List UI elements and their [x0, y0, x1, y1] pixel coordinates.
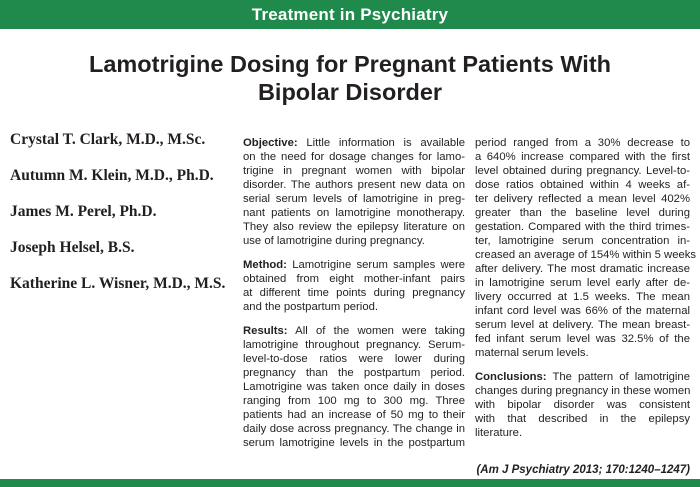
title-line: Bipolar Disorder: [257, 79, 443, 105]
results-heading: Results:: [243, 325, 288, 337]
abstract-line: [243, 324, 465, 338]
results-paragraph: [243, 324, 465, 450]
title-line: Lamotrigine Dosing for Pregnant Patients With: [88, 51, 612, 77]
section-label: Treatment in Psychiatry: [251, 4, 449, 24]
footer-rule: [0, 479, 700, 487]
author-name: Crystal T. Clark, M.D., M.Sc.: [10, 131, 206, 148]
abstract-line: lamotrigine throughout pregnancy. Serum-: [243, 339, 465, 351]
abstract-line: use of lamotrigine during pregnancy.: [243, 235, 425, 247]
abstract-line: daily dose across pregnancy. The change in: [243, 423, 465, 435]
abstract-line: ter delivery reflected a mean level 402%: [475, 193, 690, 205]
abstract-line: greater than the baseline level during: [475, 207, 690, 219]
article-title: [40, 50, 660, 106]
abstract-text: All of the women were taking: [287, 325, 465, 337]
abstract-line: after delivery. The most dramatic increase: [475, 263, 690, 275]
abstract-line: ranging from 100 mg to 300 mg. Three: [243, 395, 465, 407]
author-name: Joseph Helsel, B.S.: [10, 239, 135, 256]
journal-citation: (Am J Psychiatry 2013; 170:1240–1247): [476, 464, 690, 476]
objective-heading: Objective:: [243, 137, 298, 149]
abstract-line: [243, 258, 465, 272]
abstract-text: Lamotrigine serum samples were: [286, 259, 465, 271]
method-heading: Method:: [243, 259, 287, 271]
abstract-line: Lamotrigine was taken once daily in doses: [243, 381, 465, 393]
abstract-line: [475, 370, 690, 384]
abstract-line: creased an average of 154% within 5 weeks: [475, 249, 697, 261]
abstract-line: dose ratios obtained within 4 weeks af-: [475, 179, 690, 191]
section-banner: [0, 0, 700, 29]
abstract-text: Little information is available: [297, 137, 465, 149]
abstract-column-left: [243, 136, 465, 460]
method-paragraph: [243, 258, 465, 314]
abstract-line: with that described in the epilepsy: [475, 413, 690, 425]
conclusions-paragraph: [475, 370, 690, 440]
abstract-line: changes during pregnancy in these women: [475, 385, 691, 397]
conclusions-heading: Conclusions:: [475, 371, 547, 383]
abstract-line: ter, lamotrigine serum concentration in-: [475, 235, 690, 247]
abstract-line: obtained from eight mother-infant pairs: [243, 273, 465, 285]
author-name: Katherine L. Wisner, M.D., M.S.: [10, 275, 226, 292]
results-continued-paragraph: [475, 136, 697, 360]
abstract-line: livery occurred at 1.5 weeks. The mean: [475, 291, 690, 303]
abstract-line: and the postpartum period.: [243, 301, 379, 313]
abstract-line: infant cord level was 66% of the maternal: [475, 305, 690, 317]
author-list: [10, 131, 238, 311]
abstract-line: with bipolar disorder was consistent: [475, 399, 690, 411]
abstract-line: nant patients on lamotrigine monotherapy.: [243, 207, 465, 219]
abstract-line: period ranged from a 30% decrease to: [475, 137, 690, 149]
author-name: Autumn M. Klein, M.D., Ph.D.: [10, 167, 214, 184]
abstract-line: [243, 136, 465, 150]
abstract-line: pregnancy than the postpartum period.: [243, 367, 465, 379]
abstract-line: level obtained during pregnancy. Level-to-: [475, 165, 690, 177]
author-name: James M. Perel, Ph.D.: [10, 203, 157, 220]
abstract-line: level-to-dose ratios were lower during: [243, 353, 465, 365]
abstract-line: fed infant serum level was 32.5% of the: [475, 333, 690, 345]
abstract-line: serial serum levels of lamotrigine in preg-: [243, 193, 465, 205]
abstract-line: on the need for dosage changes for lamo-: [243, 151, 465, 163]
abstract-line: trigine in pregnant women with bipolar: [243, 165, 465, 177]
abstract-text: The pattern of lamotrigine: [546, 371, 690, 383]
abstract-line: They also review the epilepsy literature on: [243, 221, 465, 233]
abstract-line: serum level at delivery. The mean breast-: [475, 319, 690, 331]
abstract-line: literature.: [475, 427, 523, 439]
abstract-line: patients had an increase of 50 mg to their: [243, 409, 465, 421]
abstract-line: in lamotrigine serum level early after de-: [475, 277, 690, 289]
abstract-line: disorder. The authors present new data on: [243, 179, 465, 191]
objective-paragraph: [243, 136, 465, 248]
abstract-line: a 640% increase compared with the first: [475, 151, 690, 163]
abstract-column-right: [475, 136, 697, 450]
abstract-line: gestation. Compared with the third trimes-: [475, 221, 690, 233]
abstract-line: at different time points during pregnancy: [243, 287, 465, 299]
abstract-line: serum lamotrigine levels in the postpartum: [243, 437, 465, 449]
abstract-line: maternal serum levels.: [475, 347, 589, 359]
